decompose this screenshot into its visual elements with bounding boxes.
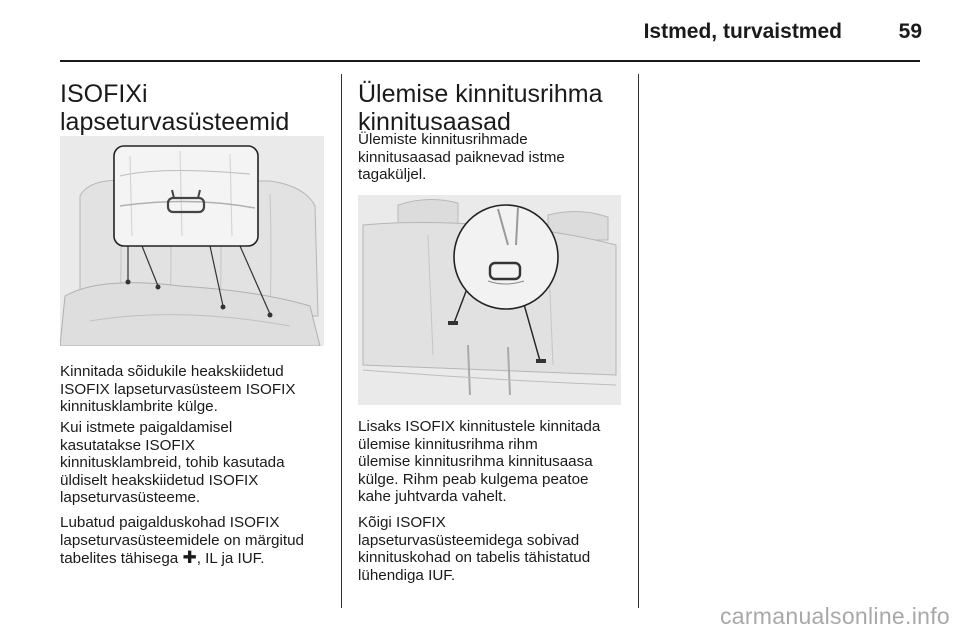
text-line: tagaküljel. — [358, 166, 427, 183]
column-divider-left — [341, 74, 342, 608]
text-line: kinnitusklambrite külge. — [60, 398, 218, 415]
heading-line: ISOFIXi — [60, 80, 148, 108]
text-line: kinnitusklambreid, tohib kasutada — [60, 454, 285, 471]
watermark: carmanualsonline.info — [719, 603, 950, 629]
heading-line: lapseturvasüsteemid — [60, 108, 290, 136]
isofix-cross-symbol-icon: ✚ — [182, 548, 197, 567]
page-header — [0, 0, 960, 62]
text-line: kinnituskohad on tabelis tähistatud — [358, 549, 591, 566]
isofix-anchors-illustration — [60, 136, 324, 346]
top-tether-anchor-illustration — [358, 195, 621, 405]
isofix-anchors-drawing — [60, 136, 324, 346]
text-line: Kõigi ISOFIX — [358, 514, 446, 531]
text-line: kinnitusaasad paiknevad istme — [358, 148, 565, 166]
text-line: Lisaks ISOFIX kinnitustele kinnitada — [358, 418, 601, 435]
top-tether-drawing — [358, 195, 621, 405]
text-line: lapseturvasüsteemidega sobivad — [358, 531, 580, 549]
header-rule — [60, 60, 920, 62]
heading-line: Ülemise kinnitusrihma — [358, 80, 603, 108]
text-line: kahe juhtvarda vahelt. — [358, 488, 507, 505]
text-line: Lubatud paigalduskohad ISOFIX — [60, 514, 280, 531]
section-heading-isofix — [60, 80, 289, 136]
paragraph — [60, 419, 285, 507]
text-line: ülemise kinnitusrihma rihm — [358, 435, 538, 453]
text-line: Kinnitada sõidukile heakskiidetud — [60, 363, 284, 380]
paragraph — [60, 514, 304, 568]
text-line: ISOFIX lapseturvasüsteem ISOFIX — [60, 380, 296, 398]
section-heading-top-tether — [358, 80, 603, 136]
paragraph — [358, 514, 590, 584]
text-line — [60, 549, 304, 568]
heading-line: kinnitusaasad — [358, 108, 511, 136]
text-line: lapseturvasüsteeme. — [60, 489, 201, 506]
page-number: 59 — [898, 20, 922, 43]
text-line: lapseturvasüsteemidele on märgitud — [60, 531, 304, 549]
text-line: Kui istmete paigaldamisel — [60, 419, 233, 436]
header-title: Istmed, turvaistmed — [643, 20, 842, 43]
text-line: Ülemiste kinnitusrihmade — [358, 131, 528, 148]
text-line: kasutatakse ISOFIX — [60, 436, 196, 454]
text-fragment: , IL ja IUF. — [196, 550, 265, 567]
paragraph — [358, 418, 600, 506]
paragraph — [60, 363, 296, 416]
text-line: lühendiga IUF. — [358, 566, 456, 584]
column-divider-right — [638, 74, 639, 608]
text-line: ülemise kinnitusrihma kinnitusaasa — [358, 453, 593, 470]
text-fragment: tabelites tähisega — [60, 550, 183, 567]
text-line: külge. Rihm peab kulgema peatoe — [358, 470, 589, 488]
paragraph — [358, 131, 565, 184]
text-line: üldiselt heakskiidetud ISOFIX — [60, 471, 259, 489]
